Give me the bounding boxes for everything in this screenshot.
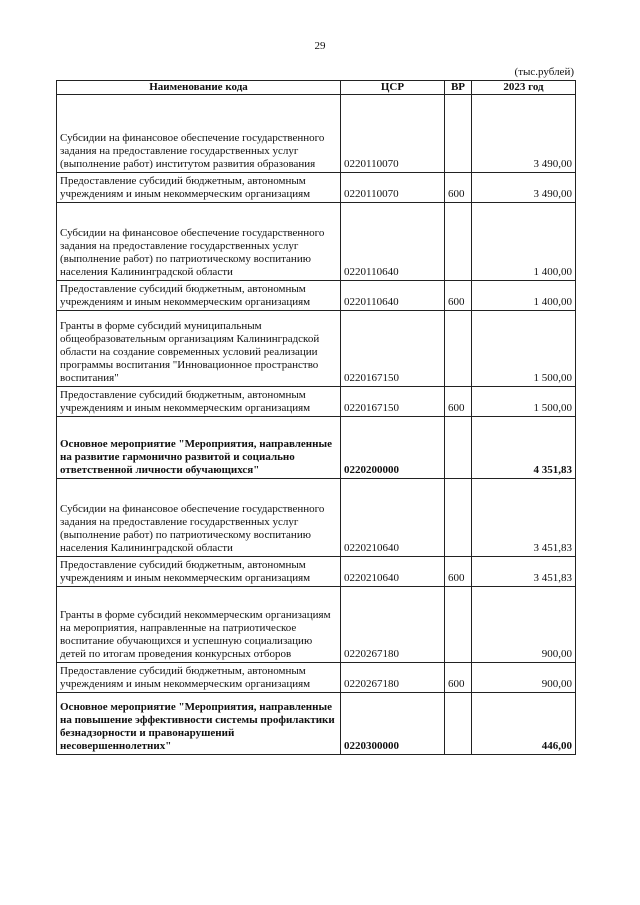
- row-amount: 1 500,00: [472, 311, 576, 387]
- row-name: Субсидии на финансовое обеспечение государственного задания на предоставление государственных услуг (выполнение работ) по патриотическому воспитанию населения Калининградской области: [57, 203, 341, 281]
- row-name: Основное мероприятие "Мероприятия, направленные на повышение эффективности системы профилактики безнадзорности и правонарушений несовершеннолетних": [57, 693, 341, 755]
- table-row: [57, 387, 576, 417]
- header-name: Наименование кода: [57, 81, 341, 95]
- row-amount: 3 490,00: [472, 173, 576, 203]
- row-name: Предоставление субсидий бюджетным, автономным учреждениям и иным некоммерческим организациям: [57, 387, 341, 417]
- row-name: Предоставление субсидий бюджетным, автономным учреждениям и иным некоммерческим организациям: [57, 173, 341, 203]
- header-year: 2023 год: [472, 81, 576, 95]
- table-header-row: [57, 81, 576, 95]
- row-vr: [445, 203, 472, 281]
- row-amount: 446,00: [472, 693, 576, 755]
- table-row: [57, 587, 576, 663]
- header-csr: ЦСР: [341, 81, 445, 95]
- row-vr: 600: [445, 557, 472, 587]
- budget-table: [56, 80, 576, 755]
- row-name: Субсидии на финансовое обеспечение государственного задания на предоставление государственных услуг (выполнение работ) по патриотическому воспитанию населения Калининградской области: [57, 479, 341, 557]
- row-csr: 0220200000: [341, 417, 445, 479]
- row-csr: 0220167150: [341, 311, 445, 387]
- row-csr: 0220110070: [341, 173, 445, 203]
- row-csr: 0220210640: [341, 557, 445, 587]
- table-row: [57, 557, 576, 587]
- row-csr: 0220300000: [341, 693, 445, 755]
- row-amount: 900,00: [472, 587, 576, 663]
- row-vr: 600: [445, 387, 472, 417]
- table-body: [57, 95, 576, 755]
- row-name: Основное мероприятие "Мероприятия, направленные на развитие гармонично развитой и социально ответственной личности обучающихся": [57, 417, 341, 479]
- row-csr: 0220110640: [341, 203, 445, 281]
- row-vr: [445, 479, 472, 557]
- row-vr: [445, 95, 472, 173]
- row-name: Предоставление субсидий бюджетным, автономным учреждениям и иным некоммерческим организациям: [57, 663, 341, 693]
- table-row: [57, 95, 576, 173]
- row-amount: 1 400,00: [472, 203, 576, 281]
- table-row: [57, 479, 576, 557]
- row-csr: 0220210640: [341, 479, 445, 557]
- row-vr: 600: [445, 663, 472, 693]
- row-amount: 3 490,00: [472, 95, 576, 173]
- row-name: Гранты в форме субсидий некоммерческим организациям на мероприятия, направленные на патриотическое воспитание обучающихся и успешную социализацию детей по итогам проведения конкурсных отборов: [57, 587, 341, 663]
- units-label: (тыс.рублей): [514, 66, 574, 78]
- table-row: [57, 281, 576, 311]
- table-row: [57, 173, 576, 203]
- table-row: [57, 663, 576, 693]
- row-vr: [445, 417, 472, 479]
- row-csr: 0220110640: [341, 281, 445, 311]
- table-row: [57, 311, 576, 387]
- row-name: Предоставление субсидий бюджетным, автономным учреждениям и иным некоммерческим организациям: [57, 281, 341, 311]
- header-vr: ВР: [445, 81, 472, 95]
- row-csr: 0220167150: [341, 387, 445, 417]
- row-csr: 0220267180: [341, 587, 445, 663]
- row-amount: 4 351,83: [472, 417, 576, 479]
- row-vr: [445, 311, 472, 387]
- table-row: [57, 417, 576, 479]
- row-vr: [445, 693, 472, 755]
- table-row: [57, 203, 576, 281]
- row-vr: [445, 587, 472, 663]
- row-amount: 900,00: [472, 663, 576, 693]
- row-amount: 1 400,00: [472, 281, 576, 311]
- row-name: Гранты в форме субсидий муниципальным общеобразовательным организациям Калининградской области на создание современных условий реализации программы воспитания "Инновационное пространство воспитания": [57, 311, 341, 387]
- page-number: 29: [314, 40, 326, 52]
- row-vr: 600: [445, 173, 472, 203]
- row-amount: 3 451,83: [472, 479, 576, 557]
- row-csr: 0220110070: [341, 95, 445, 173]
- row-amount: 1 500,00: [472, 387, 576, 417]
- table-row: [57, 693, 576, 755]
- row-name: Субсидии на финансовое обеспечение государственного задания на предоставление государственных услуг (выполнение работ) институтом развития образования: [57, 95, 341, 173]
- row-vr: 600: [445, 281, 472, 311]
- row-amount: 3 451,83: [472, 557, 576, 587]
- row-csr: 0220267180: [341, 663, 445, 693]
- row-name: Предоставление субсидий бюджетным, автономным учреждениям и иным некоммерческим организациям: [57, 557, 341, 587]
